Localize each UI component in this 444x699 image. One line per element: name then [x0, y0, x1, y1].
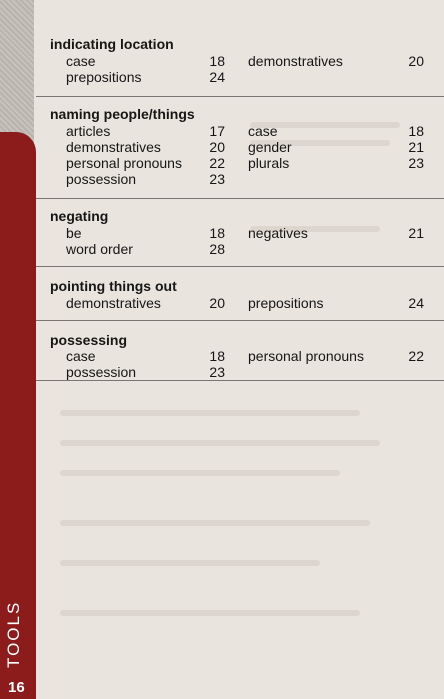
index-term: prepositions: [248, 295, 324, 311]
index-term: negatives: [248, 225, 308, 241]
section-heading: naming people/things: [50, 106, 195, 122]
index-term: gender: [248, 139, 292, 155]
index-page: 23: [209, 171, 225, 187]
index-term: demonstratives: [66, 139, 161, 155]
index-term: demonstratives: [248, 53, 343, 69]
index-page: 18: [209, 225, 225, 241]
section-heading: indicating location: [50, 36, 174, 52]
index-page: 23: [408, 155, 424, 171]
index-content: [36, 0, 444, 699]
index-term: demonstratives: [66, 295, 161, 311]
index-page: 21: [408, 139, 424, 155]
index-term: plurals: [248, 155, 290, 171]
index-page: 28: [209, 241, 225, 257]
index-page: 21: [408, 225, 424, 241]
index-term: personal pronouns: [248, 348, 364, 364]
index-page: 20: [209, 295, 225, 311]
side-tab-label: TOOLS: [4, 600, 23, 668]
index-page: 22: [209, 155, 225, 171]
section-divider: [36, 266, 444, 267]
index-term: case: [66, 348, 96, 364]
index-page: 18: [209, 53, 225, 69]
index-term: word order: [66, 241, 133, 257]
index-term: prepositions: [66, 69, 142, 85]
index-page: 22: [408, 348, 424, 364]
index-page: 20: [408, 53, 424, 69]
index-page: 18: [408, 123, 424, 139]
index-term: case: [66, 53, 96, 69]
index-term: possession: [66, 364, 137, 380]
index-term: articles: [66, 123, 111, 139]
section-heading: negating: [50, 208, 109, 224]
index-page: 17: [209, 123, 225, 139]
index-term: case: [248, 123, 278, 139]
section-divider: [36, 380, 444, 381]
index-page: 24: [209, 69, 225, 85]
index-page: 24: [408, 295, 424, 311]
section-heading: possessing: [50, 332, 128, 348]
index-page: 18: [209, 348, 225, 364]
page-number: 16: [8, 679, 25, 696]
index-page: 20: [209, 139, 225, 155]
index-term: possession: [66, 171, 137, 187]
index-term: personal pronouns: [66, 155, 182, 171]
section-divider: [36, 96, 444, 97]
section-divider: [36, 198, 444, 199]
section-divider: [36, 320, 444, 321]
index-page: 23: [209, 364, 225, 380]
index-term: be: [66, 225, 82, 241]
section-heading: pointing things out: [50, 278, 177, 294]
